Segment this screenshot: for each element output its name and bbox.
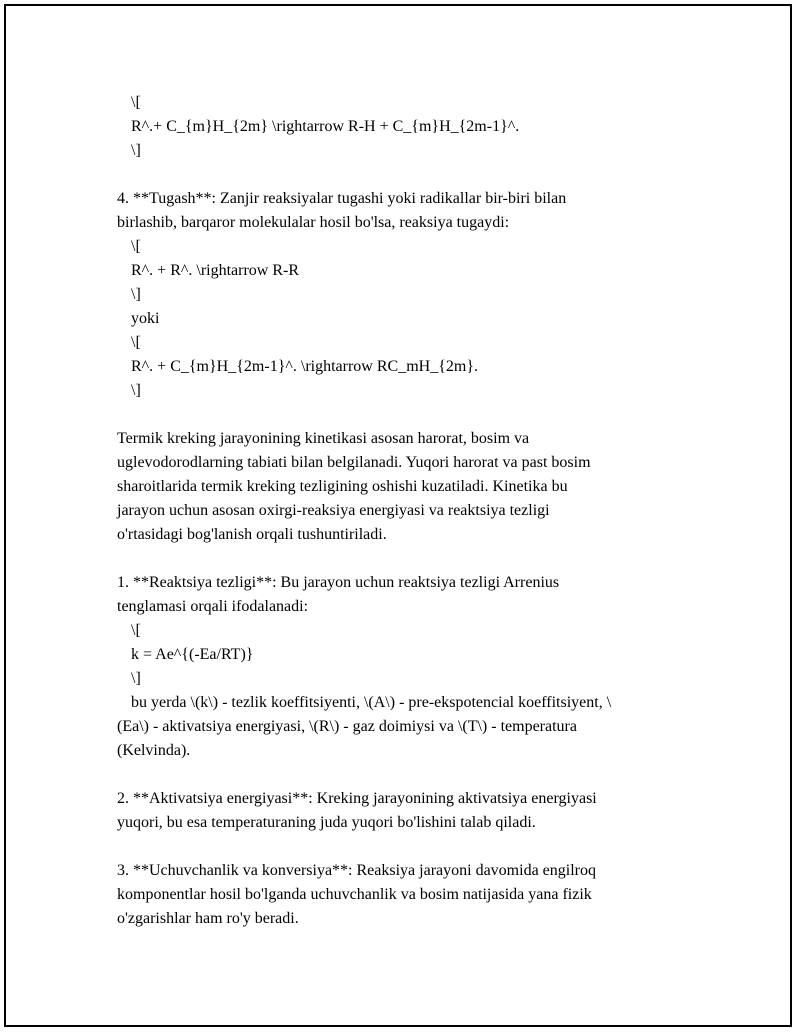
text-line: sharoitlarida termik kreking tezligining oshishi kuzatiladi. Kinetika bu [117, 478, 568, 495]
paragraph-gap [117, 403, 697, 427]
text-line: \[ [131, 238, 141, 255]
text-line: \] [131, 670, 141, 687]
text-line: \[ [131, 94, 141, 111]
text-line: 1. **Reaktsiya tezligi**: Bu jarayon uchun reaktsiya tezligi Arrenius [117, 574, 560, 591]
text-line: komponentlar hosil bo'lganda uchuvchanlik va bosim natijasida yana fizik [117, 886, 592, 903]
text-line: 4. **Tugash**: Zanjir reaksiyalar tugashi yoki radikallar bir-biri bilan [117, 190, 567, 207]
text-line: tenglamasi orqali ifodalanadi: [117, 598, 309, 615]
text-line: \[ [131, 622, 141, 639]
text-line: 3. **Uchuvchanlik va konversiya**: Reaksiya jarayoni davomida engilroq [117, 862, 596, 879]
text-line: yoki [131, 310, 160, 327]
text-line: R^.+ C_{m}H_{2m} \rightarrow R-H + C_{m}H_{2m-1}^. [131, 118, 520, 135]
text-line: k = Ae^{(-Ea/RT)} [131, 646, 254, 663]
text-line: yuqori, bu esa temperaturaning juda yuqori bo'lishini talab qiladi. [117, 814, 536, 831]
paragraph-gap [117, 835, 697, 859]
document-body [117, 91, 697, 931]
text-line: R^. + R^. \rightarrow R-R [131, 262, 300, 279]
text-line: Termik kreking jarayonining kinetikasi asosan harorat, bosim va [117, 430, 530, 447]
text-line: bu yerda \(k\) - tezlik koeffitsiyenti, \(A\) - pre-ekspotencial koeffitsiyent, \ [131, 694, 612, 711]
paragraph-gap [117, 547, 697, 571]
text-line: (Kelvinda). [117, 742, 191, 759]
text-line: \] [131, 382, 141, 399]
text-line: (Ea\) - aktivatsiya energiyasi, \(R\) - gaz doimiysi va \(T\) - temperatura [117, 718, 577, 735]
text-line: birlashib, barqaror molekulalar hosil bo'lsa, reaksiya tugaydi: [117, 214, 510, 231]
text-line: 2. **Aktivatsiya energiyasi**: Kreking jarayonining aktivatsiya energiyasi [117, 790, 597, 807]
text-line: jarayon uchun asosan oxirgi-reaksiya energiyasi va reaktsiya tezligi [117, 502, 550, 519]
text-line: o'zgarishlar ham ro'y beradi. [117, 910, 299, 927]
text-line: \] [131, 142, 141, 159]
text-line: uglevodorodlarning tabiati bilan belgilanadi. Yuqori harorat va past bosim [117, 454, 591, 471]
text-line: \] [131, 286, 141, 303]
paragraph-gap [117, 763, 697, 787]
paragraph-gap [117, 163, 697, 187]
text-line: o'rtasidagi bog'lanish orqali tushuntiriladi. [117, 526, 387, 543]
text-line: \[ [131, 334, 141, 351]
text-line: R^. + C_{m}H_{2m-1}^. \rightarrow RC_mH_{2m}. [131, 358, 478, 375]
